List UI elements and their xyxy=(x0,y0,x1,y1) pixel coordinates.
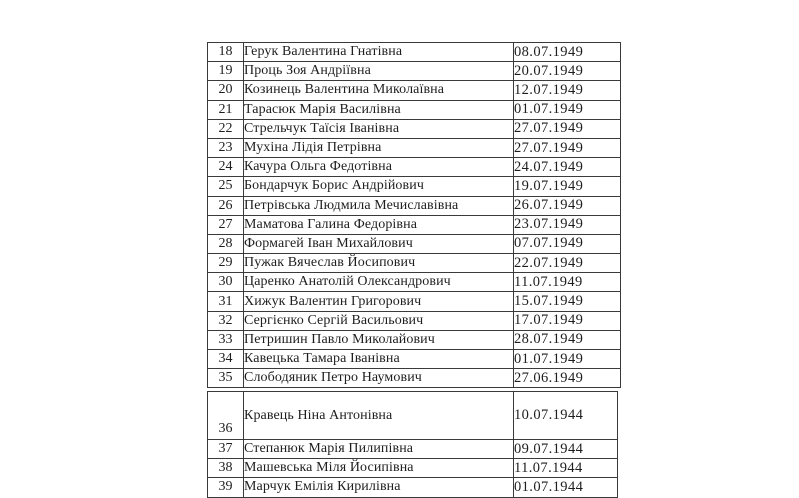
name-cell: Сергієнко Сергій Васильович xyxy=(244,311,514,330)
date-cell: 24.07.1949 xyxy=(514,158,621,177)
name-cell: Марчук Емілія Кирилівна xyxy=(244,478,514,497)
date-cell: 07.07.1949 xyxy=(514,234,621,253)
name-cell: Царенко Анатолій Олександрович xyxy=(244,273,514,292)
date-cell: 22.07.1949 xyxy=(514,254,621,273)
table-row xyxy=(208,478,618,497)
row-number-cell: 36 xyxy=(208,392,244,440)
row-number-cell: 20 xyxy=(208,81,244,100)
table-row xyxy=(208,138,621,157)
table-row xyxy=(208,177,621,196)
table-row xyxy=(208,215,621,234)
name-cell: Кравець Ніна Антонівна xyxy=(244,392,514,440)
name-cell: Тарасюк Марія Василівна xyxy=(244,100,514,119)
date-cell: 08.07.1949 xyxy=(514,43,621,62)
name-cell: Слободяник Петро Наумович xyxy=(244,369,514,388)
name-cell: Козинець Валентина Миколаївна xyxy=(244,81,514,100)
table-row xyxy=(208,330,621,349)
table-row xyxy=(208,234,621,253)
name-cell: Пужак Вячеслав Йосипович xyxy=(244,254,514,273)
name-cell: Проць Зоя Андріївна xyxy=(244,62,514,81)
table-row xyxy=(208,311,621,330)
table-row xyxy=(208,43,621,62)
name-cell: Степанюк Марія Пилипівна xyxy=(244,440,514,459)
date-cell: 12.07.1949 xyxy=(514,81,621,100)
row-number-cell: 22 xyxy=(208,119,244,138)
table-row xyxy=(208,254,621,273)
name-cell: Бондарчук Борис Андрійович xyxy=(244,177,514,196)
row-number-cell: 34 xyxy=(208,350,244,369)
date-cell: 26.07.1949 xyxy=(514,196,621,215)
row-number-cell: 24 xyxy=(208,158,244,177)
birthdate-table-block-1 xyxy=(207,42,621,388)
table-row xyxy=(208,81,621,100)
row-number-cell: 39 xyxy=(208,478,244,497)
row-number-cell: 18 xyxy=(208,43,244,62)
date-cell: 20.07.1949 xyxy=(514,62,621,81)
date-cell: 27.07.1949 xyxy=(514,138,621,157)
table-row xyxy=(208,158,621,177)
date-cell: 01.07.1949 xyxy=(514,100,621,119)
date-cell: 11.07.1949 xyxy=(514,273,621,292)
name-cell: Машевська Міля Йосипівна xyxy=(244,459,514,478)
row-number-cell: 35 xyxy=(208,369,244,388)
table-row xyxy=(208,369,621,388)
row-number-cell: 19 xyxy=(208,62,244,81)
row-number-cell: 23 xyxy=(208,138,244,157)
date-cell: 17.07.1949 xyxy=(514,311,621,330)
name-cell: Формагей Іван Михайлович xyxy=(244,234,514,253)
name-cell: Хижук Валентин Григорович xyxy=(244,292,514,311)
date-cell: 10.07.1944 xyxy=(514,392,618,440)
row-number-cell: 27 xyxy=(208,215,244,234)
date-cell: 28.07.1949 xyxy=(514,330,621,349)
table-row xyxy=(208,459,618,478)
row-number-cell: 21 xyxy=(208,100,244,119)
row-number-cell: 28 xyxy=(208,234,244,253)
date-cell: 19.07.1949 xyxy=(514,177,621,196)
date-cell: 27.07.1949 xyxy=(514,119,621,138)
row-number-cell: 38 xyxy=(208,459,244,478)
row-number-cell: 31 xyxy=(208,292,244,311)
table-row xyxy=(208,350,621,369)
name-cell: Маматова Галина Федорівна xyxy=(244,215,514,234)
birthdate-table-block-2 xyxy=(207,391,618,498)
name-cell: Мухіна Лідія Петрівна xyxy=(244,138,514,157)
table-row xyxy=(208,100,621,119)
row-number-cell: 26 xyxy=(208,196,244,215)
date-cell: 23.07.1949 xyxy=(514,215,621,234)
table-row xyxy=(208,440,618,459)
date-cell: 11.07.1944 xyxy=(514,459,618,478)
date-cell: 01.07.1944 xyxy=(514,478,618,497)
table-row xyxy=(208,62,621,81)
date-cell: 15.07.1949 xyxy=(514,292,621,311)
row-number-cell: 29 xyxy=(208,254,244,273)
name-cell: Кавецька Тамара Іванівна xyxy=(244,350,514,369)
row-number-cell: 37 xyxy=(208,440,244,459)
table-row xyxy=(208,392,618,440)
row-number-cell: 32 xyxy=(208,311,244,330)
name-cell: Стрельчук Таїсія Іванівна xyxy=(244,119,514,138)
row-number-cell: 30 xyxy=(208,273,244,292)
date-cell: 27.06.1949 xyxy=(514,369,621,388)
date-cell: 01.07.1949 xyxy=(514,350,621,369)
table-row xyxy=(208,196,621,215)
row-number-cell: 25 xyxy=(208,177,244,196)
date-cell: 09.07.1944 xyxy=(514,440,618,459)
name-cell: Качура Ольга Федотівна xyxy=(244,158,514,177)
table-row xyxy=(208,119,621,138)
table-row xyxy=(208,292,621,311)
name-cell: Петришин Павло Миколайович xyxy=(244,330,514,349)
table-row xyxy=(208,273,621,292)
row-number-cell: 33 xyxy=(208,330,244,349)
name-cell: Герук Валентина Гнатівна xyxy=(244,43,514,62)
name-cell: Петрівська Людмила Мечиславівна xyxy=(244,196,514,215)
